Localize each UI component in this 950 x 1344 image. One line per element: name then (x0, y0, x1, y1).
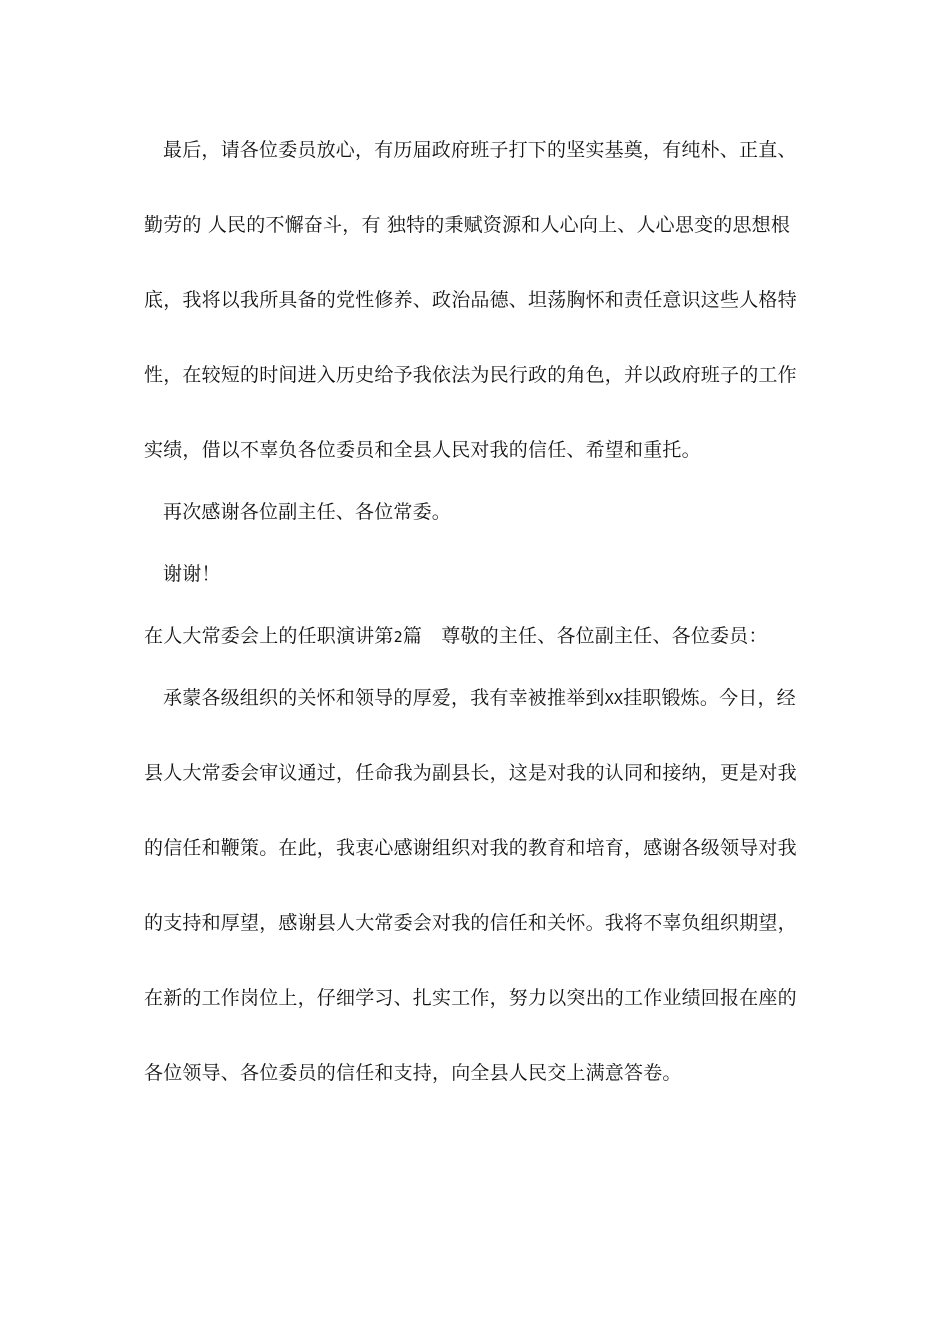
section-heading (144, 624, 814, 649)
heading-text: 篇 尊敬的主任、各位副主任、各位委员： (402, 625, 768, 647)
paragraph-line: 底，我将以我所具备的党性修养、政治品德、坦荡胸怀和责任意识这些人格特 (144, 289, 797, 311)
paragraph-line: 各位领导、各位委员的信任和支持，向全县人民交上满意答卷。 (144, 1062, 682, 1084)
paragraph-line (163, 686, 813, 711)
paragraph-line: 最后，请各位委员放心，有历届政府班子打下的坚实基奠，有纯朴、正直、 (163, 139, 797, 161)
paragraph-text: 承蒙各级组织的关怀和领导的厚爱，我有幸被推举到 (163, 687, 605, 709)
paragraph-line: 性，在较短的时间进入历史给予我依法为民行政的角色，并以政府班子的工作 (144, 364, 797, 386)
heading-number: 2 (393, 628, 403, 646)
paragraph-line: 的信任和鞭策。在此，我衷心感谢组织对我的教育和培育，感谢各级领导对我 (144, 837, 797, 859)
paragraph-text: 挂职锻炼。今日，经 (623, 687, 796, 709)
paragraph-line: 实绩，借以不辜负各位委员和全县人民对我的信任、希望和重托。 (144, 439, 701, 461)
paragraph-line: 在新的工作岗位上，仔细学习、扎实工作，努力以突出的工作业绩回报在座的 (144, 987, 797, 1009)
paragraph-line: 勤劳的 人民的不懈奋斗，有 独特的秉赋资源和人心向上、人心思变的思想根 (144, 214, 791, 236)
paragraph-line: 的支持和厚望，感谢县人大常委会对我的信任和关怀。我将不辜负组织期望， (144, 912, 797, 934)
paragraph-line: 县人大常委会审议通过，任命我为副县长，这是对我的认同和接纳，更是对我 (144, 762, 797, 784)
paragraph-line: 再次感谢各位副主任、各位常委。 (163, 501, 452, 523)
paragraph-line: 谢谢！ (163, 563, 221, 585)
heading-text: 在人大常委会上的任职演讲第 (144, 625, 394, 647)
placeholder-xx: XX (604, 690, 624, 708)
